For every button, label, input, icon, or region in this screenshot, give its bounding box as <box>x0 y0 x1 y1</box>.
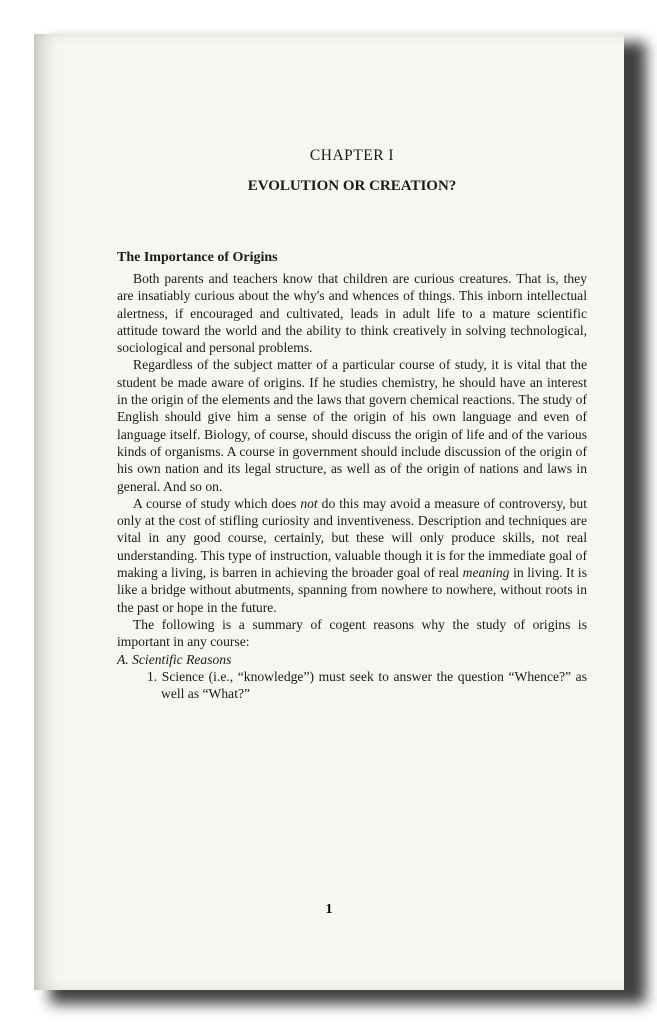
paragraph-3-part-3: in living. It is like a bridge without abutments, spanning from nowhere to nowhere, without roots in the past or hope in the future. <box>117 565 587 615</box>
paragraph-1: Both parents and teachers know that children are curious creatures. That is, they are insatiably curious about the why's and whences of things. This inborn intellectual alertness, if encouraged and cultivated, leads in adult life to a mature scientific attitude toward the world and the ability to think creatively in solving technological, sociological and personal problems. <box>117 271 587 356</box>
list-item: 1. Science (i.e., “knowledge”) must seek to answer the question “Whence?” as well as “What?” <box>147 668 587 702</box>
paragraph-3-part-1: A course of study which does <box>133 495 301 511</box>
chapter-label: CHAPTER I <box>309 147 395 164</box>
paragraph-3-part-2: do this may avoid a measure of controversy, but only at the cost of stifling curiosity and inventiveness. Description and techniques are vital in any good course, certainly, but these will only produce skills, not real understanding. This type of instruction, valuable though it is for the immediate goal of making a living, is barren in achieving the broader goal of real <box>117 495 587 581</box>
emphasis-not: not <box>300 495 318 511</box>
paragraph-4: The following is a summary of cogent reasons why the study of origins is important in any course: <box>117 616 587 650</box>
paragraph-3 <box>117 495 587 616</box>
chapter-title: EVOLUTION OR CREATION? <box>247 178 457 194</box>
page-number: 1 <box>325 902 333 917</box>
body-text <box>117 270 587 702</box>
book-page <box>34 34 624 990</box>
paragraph-2: Regardless of the subject matter of a particular course of study, it is vital that the student be made aware of origins. If he studies chemistry, he should have an interest in the origin of the elements and the laws that govern chemical reactions. The study of English should give him a sense of the origin of his own language and even of language itself. Biology, of course, should discuss the origin of life and of the various kinds of organisms. A course in government should include discussion of the origin of his own nation and its legal structure, as well as of the origin of nations and laws in general. And so on. <box>117 357 587 494</box>
section-heading: The Importance of Origins <box>117 250 278 265</box>
page-content <box>117 146 587 702</box>
subsection-label: A. Scientific Reasons <box>117 651 232 667</box>
emphasis-meaning: meaning <box>462 565 510 581</box>
